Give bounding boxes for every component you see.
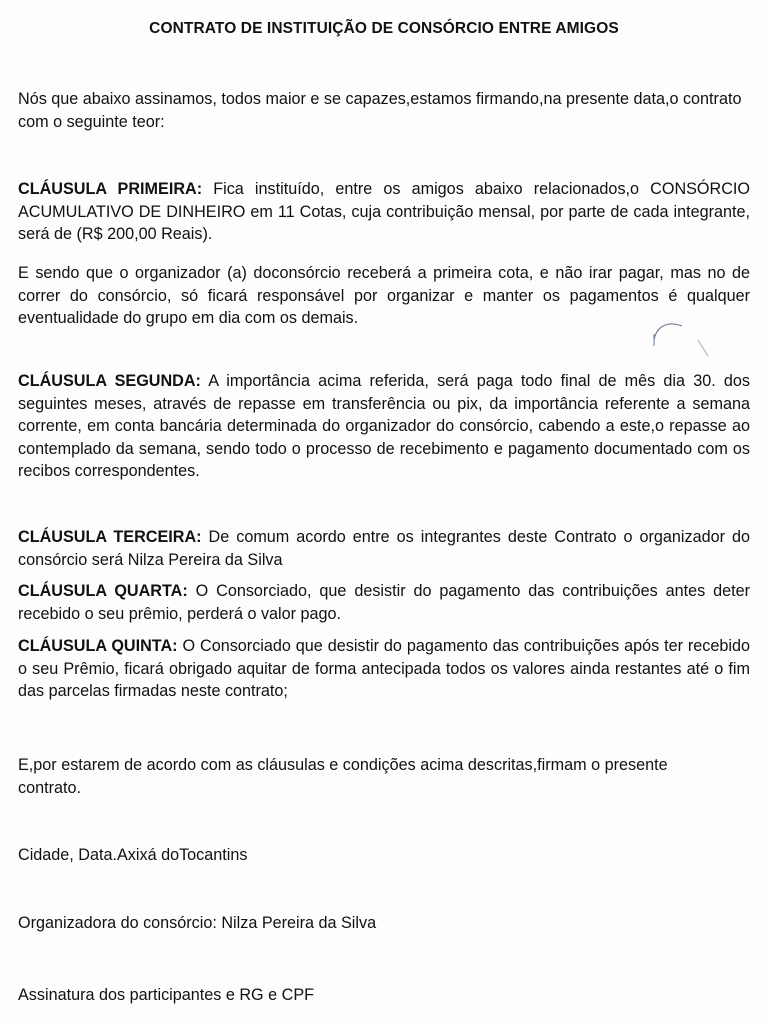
clause-quinta bbox=[18, 635, 750, 703]
clause-segunda bbox=[18, 370, 750, 483]
clause-label: CLÁUSULA QUINTA: bbox=[18, 637, 178, 655]
intro-paragraph: Nós que abaixo assinamos, todos maior e se capazes,estamos firmando,na presente data,o contrato com o seguinte teor: bbox=[18, 90, 742, 131]
clause-text: Fica instituído, entre os amigos abaixo relacionados,o CONSÓRCIO ACUMULATIVO DE DINHEIRO em 11 Cotas, cuja contribuição mensal, por parte de cada integrante, será de (R$ 200,00 Reais). bbox=[18, 180, 750, 243]
clause-primeira bbox=[18, 178, 750, 246]
clause-primeira-continuation: E sendo que o organizador (a) doconsórcio receberá a primeira cota, e não irar pagar, mas no de correr do consórcio, só ficará responsável por organizar e manter os pagamentos é qualquer eventualidade do grupo em dia com os demais. bbox=[18, 264, 750, 327]
page-title: CONTRATO DE INSTITUIÇÃO DE CONSÓRCIO ENTRE AMIGOS bbox=[149, 20, 619, 37]
clause-label: CLÁUSULA PRIMEIRA: bbox=[18, 180, 203, 198]
pen-mark bbox=[648, 316, 718, 360]
clause-label: CLÁUSULA TERCEIRA: bbox=[18, 528, 202, 546]
city-date-line: Cidade, Data.Axixá doTocantins bbox=[18, 846, 248, 864]
clause-text: O Consorciado que desistir do pagamento das contribuições após ter recebido o seu Prêmio, ficará obrigado aquitar de forma antecipada todos os valores ainda restantes até o fim das parcelas firmadas neste contrato; bbox=[18, 637, 750, 700]
clause-text: A importância acima referida, será paga todo final de mês dia 30. dos seguintes meses, através de repasse em transferência ou pix, da importância referente a semana corrente, em conta bancária determinada do organizador do consórcio, cabendo a este,o repasse ao contemplado da semana, sendo todo o processo de recebimento e pagamento documentado com os recibos correspondentes. bbox=[18, 372, 750, 480]
clause-label: CLÁUSULA QUARTA: bbox=[18, 582, 188, 600]
closing-paragraph: E,por estarem de acordo com as cláusulas e condições acima descritas,firmam o presente contrato. bbox=[18, 756, 668, 797]
clause-quarta bbox=[18, 580, 750, 625]
clause-terceira bbox=[18, 526, 750, 571]
clause-label: CLÁUSULA SEGUNDA: bbox=[18, 372, 201, 390]
clause-text: O Consorciado, que desistir do pagamento das contribuições antes deter recebido o seu prêmio, perderá o valor pago. bbox=[18, 582, 750, 623]
clause-text: De comum acordo entre os integrantes deste Contrato o organizador do consórcio será Nilza Pereira da Silva bbox=[18, 528, 750, 569]
signature-line: Assinatura dos participantes e RG e CPF bbox=[18, 986, 315, 1004]
organizer-line: Organizadora do consórcio: Nilza Pereira da Silva bbox=[18, 914, 377, 932]
